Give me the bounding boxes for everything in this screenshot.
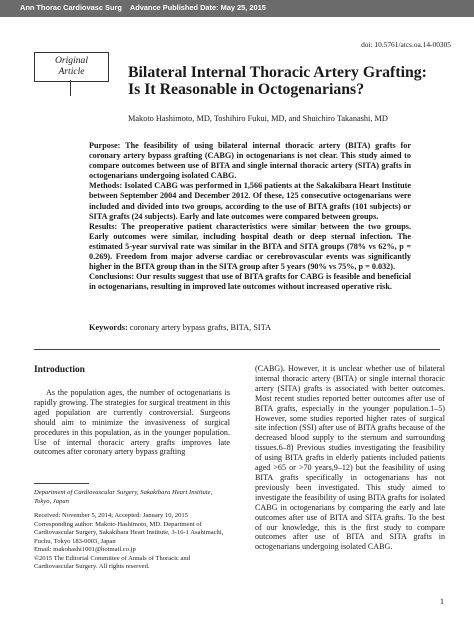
article-type-line1: Original <box>54 55 89 66</box>
section-divider <box>34 349 440 350</box>
article-type-rule <box>70 80 71 96</box>
keywords-label: Keywords: <box>89 323 128 332</box>
introduction-heading: Introduction <box>34 365 85 375</box>
received-dates: Received: November 5, 2014; Accepted: January 10, 2015 <box>34 512 188 519</box>
introduction-right-column <box>255 364 445 552</box>
journal-header-text <box>20 3 266 12</box>
keywords <box>89 323 271 332</box>
journal-name: Ann Thorac Cardiovasc Surg <box>20 3 122 12</box>
email[interactable]: Email: makohashi1001@hotmail.co.jp <box>34 546 136 553</box>
introduction-right-paragraph: (CABG). However, it is unclear whether use of bilateral internal thoracic artery (BITA) or single internal thoracic artery (SITA) grafts is associated with better outcomes. Most recent studies reported better outcomes after use of BITA grafts, especially in the younger population.1–5) However, some studies reported higher rates of surgical site infection (SSI) after use of BITA grafts because of the decreased blood supply to the sternum and surrounding tissues.6–8) Previous studies investigating the feasibility of using BITA grafts in elderly patients included patients aged >65 or >70 years,9–12) but the feasibility of using BITA grafts specifically in octogenarians has not previously been investigated. This study aimed to investigate the feasibility of using BITA grafts for isolated CABG in octogenarians by comparing the early and late outcomes after use of BITA and SITA grafts. To the best of our knowledge, this is the first study to compare outcomes after use of BITA and SITA grafts in octogenarians undergoing isolated CABG. <box>255 364 445 552</box>
page-number: 1 <box>439 597 444 606</box>
article-title <box>128 64 448 98</box>
published-date: Advance Published Date: May 25, 2015 <box>129 3 266 12</box>
introduction-left-column <box>34 388 230 457</box>
doi[interactable]: doi: 10.5761/atcs.oa.14-00305 <box>361 40 451 49</box>
article-type-line2: Article <box>58 66 85 77</box>
abstract-methods: Methods: Isolated CABG was performed in 1,566 patients at the Sakakibara Heart Institute between September 2004 and December 2012. Of these, 125 consecutive octogenarians were included and divided into two groups, according to the use of BITA grafts (101 subjects) or SITA grafts (24 subjects). Early and late outcomes were compared between groups. <box>89 181 411 221</box>
journal-header-bar <box>0 0 474 17</box>
title-line2: Is It Reasonable in Octogenarians? <box>128 81 365 98</box>
affiliation: Department of Cardiovascular Surgery, Sakakibara Heart Institute, Tokyo, Japan <box>34 489 213 505</box>
footnote-info <box>34 512 230 572</box>
article-type-box <box>34 52 109 82</box>
abstract-conclusions: Conclusions: Our results suggest that use of BITA grafts for CABG is feasible and beneficial in octogenarians, resulting in improved late outcomes without increased operative risk. <box>89 272 411 292</box>
abstract-purpose: Purpose: The feasibility of using bilateral internal thoracic artery (BITA) grafts for coronary artery bypass grafting (CABG) in octogenarians is not clear. This study aimed to compare outcomes between use of BITA and single internal thoracic artery (SITA) grafts in octogenarians undergoing isolated CABG. <box>89 141 411 181</box>
corresponding-author: Corresponding author: Makoto Hashimoto, MD. Department of Cardiovascular Surgery, Sakakibara Heart Institute, 3-16-1 Asahimachi, Fuchu, Tokyo 183-0003, Japan <box>34 520 224 545</box>
title-line1: Bilateral Internal Thoracic Artery Grafting: <box>128 64 427 81</box>
footnote-rule <box>34 483 89 484</box>
abstract-results: Results: The preoperative patient characteristics were similar between the two groups. Early outcomes were similar, including hospital death or deep sternal infection. The estimated 5-year survival rate was similar in the BITA and SITA groups (78% vs 62%, p = 0.269). Freedom from major adverse cardiac or cerebrovascular events was significantly higher in the BITA group than in the SITA group after 5 years (90% vs 75%, p = 0.032). <box>89 221 411 272</box>
copyright: ©2015 The Editorial Committee of Annals of Thoracic and Cardiovascular Surgery. All rights reserved. <box>34 554 191 570</box>
keywords-value: coronary artery bypass grafts, BITA, SITA <box>129 323 272 332</box>
abstract <box>89 141 411 292</box>
introduction-left-paragraph: As the population ages, the number of octogenarians is rapidly growing. The strategies for surgical treatment in this aged population are currently controversial. Surgeons should aim to minimize the invasiveness of surgical procedures in this population, as in the younger population. Use of internal thoracic artery grafts improves late outcomes after coronary artery bypass grafting <box>34 388 230 457</box>
authors: Makoto Hashimoto, MD, Toshihiro Fukui, MD, and Shuichiro Takanashi, MD <box>128 114 388 123</box>
